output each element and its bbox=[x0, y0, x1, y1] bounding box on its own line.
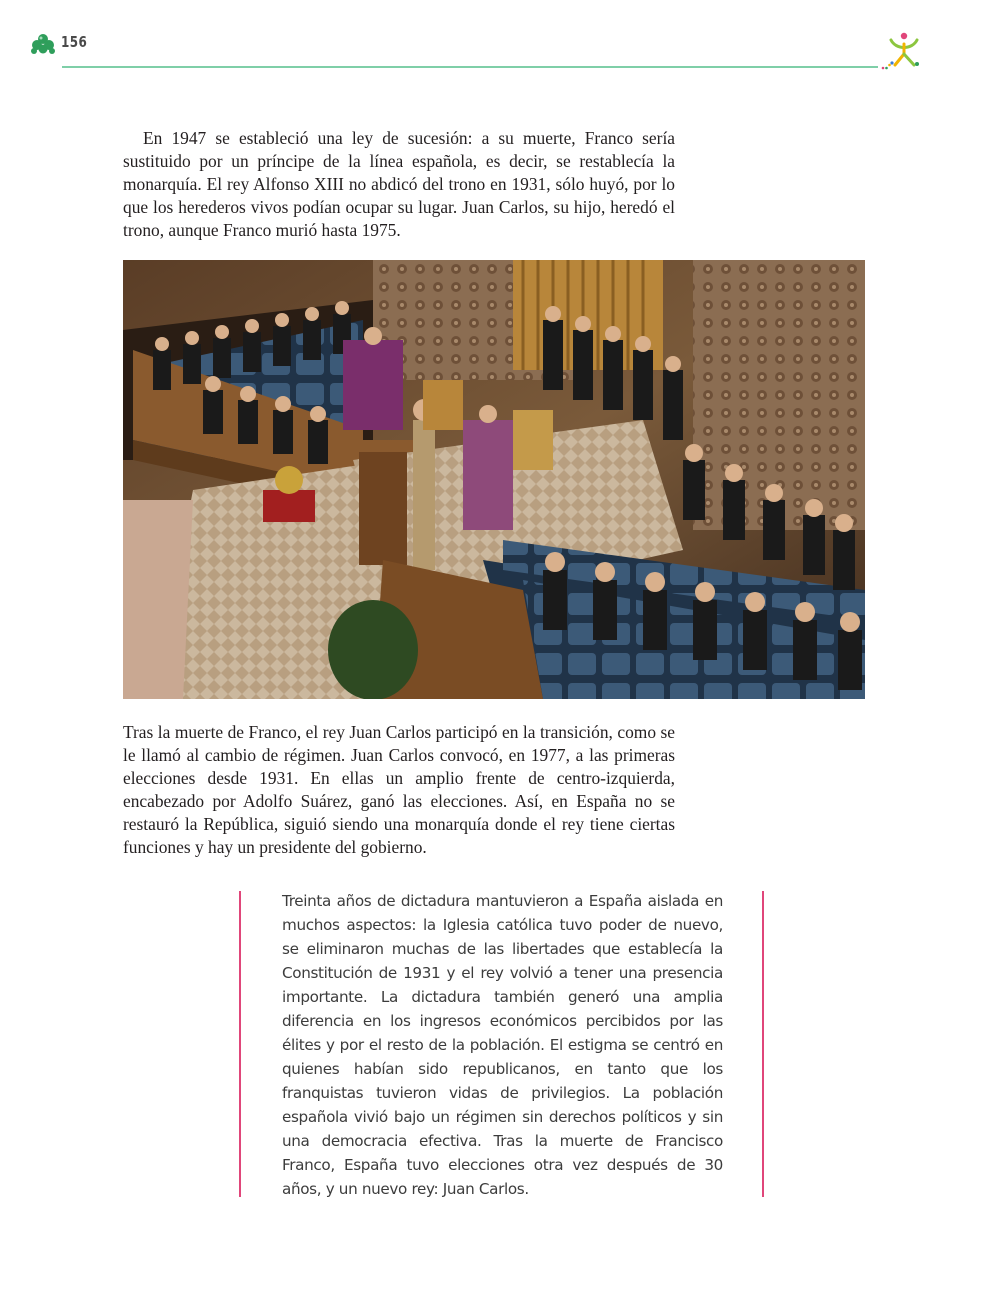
box-left-rule bbox=[239, 891, 241, 1197]
transition-paragraph: Tras la muerte de Franco, el rey Juan Carlos participó en la transición, como se le llamó al cambio de régimen. Juan Carlos convocó, en 1977, a las primeras elecciones desde 1931. En ellas un amplio frente de centro-izquierda, encabezado por Adolfo Suárez, ganó las elecciones. Así, en España no se restauró la República, siguió siendo una monarquía donde el rey tiene ciertas funciones y hay un presidente del gobierno. bbox=[123, 722, 675, 857]
coronation-photo bbox=[123, 260, 865, 699]
box-right-rule bbox=[762, 891, 764, 1197]
intro-paragraph: En 1947 se estableció una ley de sucesión: a su muerte, Franco sería sustituido por un príncipe de la línea española, es decir, se restablecía la monarquía. El rey Alfonso XIII no abdicó del trono en 1931, sólo huyó, por lo que los herederos vivos podían ocupar su lugar. Juan Carlos, su hijo, heredó el trono, aunque Franco murió hasta 1975. bbox=[123, 128, 675, 240]
coronation-photo-image bbox=[123, 260, 865, 699]
header-rule bbox=[62, 66, 878, 68]
green-clover-logo-icon bbox=[30, 32, 56, 56]
page-header bbox=[0, 0, 986, 80]
page-number: 156 bbox=[61, 33, 88, 51]
boxed-summary-text: Treinta años de dictadura mantuvieron a España aislada en muchos aspectos: la Iglesia católica tuvo poder de nuevo, se eliminaron muchas de las libertades que establecía la Constitución de 1931 y el rey volvió a tener una presencia importante. La dictadura también generó una amplia diferencia en los ingresos económicos percibidos por las élites y por el resto de la población. El estigma se centró en quienes habían sido republicanos, en tanto que los franquistas tuvieron vidas de privilegios. La población española vivió bajo un régimen sin derechos políticos y sin una democracia efectiva. Tras la muerte de Francisco Franco, España tuvo elecciones otra vez después de 30 años, y un nuevo rey: Juan Carlos. bbox=[282, 892, 723, 1198]
yellow-figure-logo-icon bbox=[886, 30, 922, 70]
